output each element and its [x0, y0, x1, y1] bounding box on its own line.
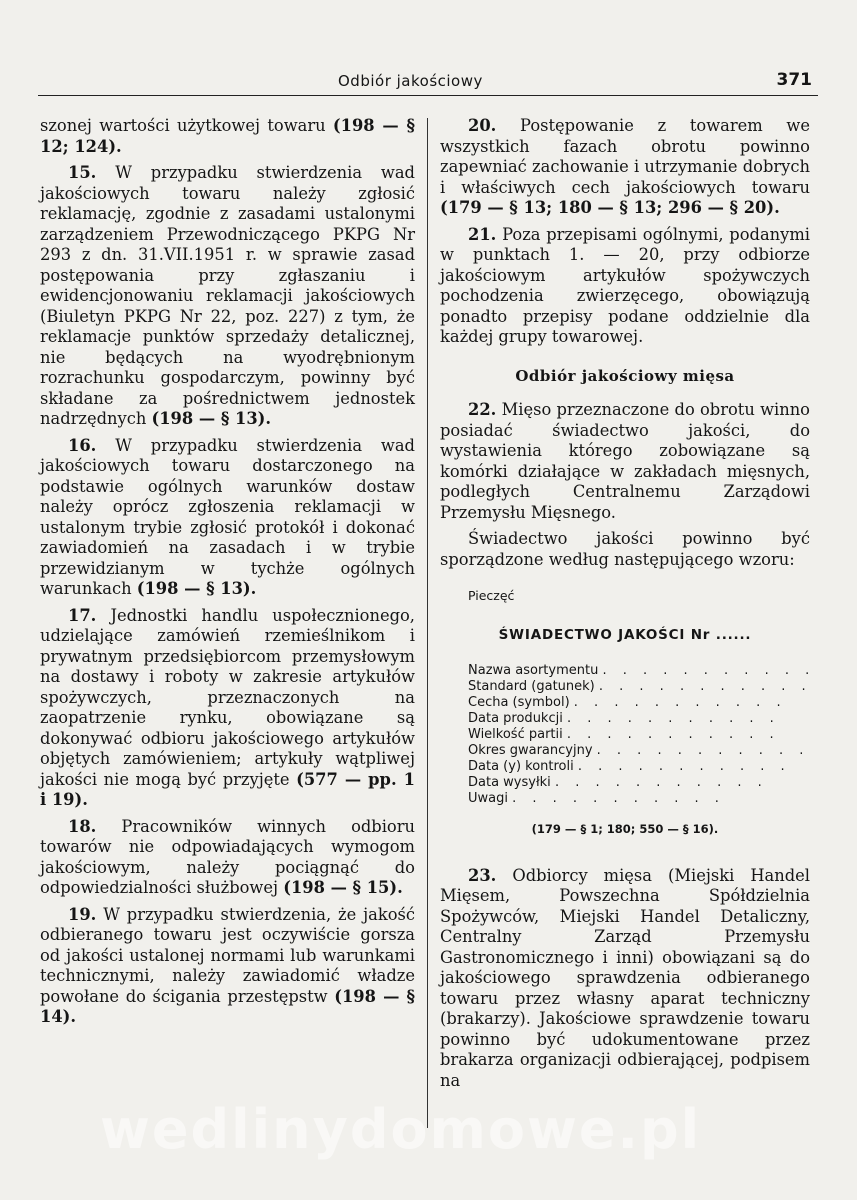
paragraph-continuation: szonej wartości użytkowej towaru (198 — § 12; 124). [40, 116, 415, 156]
certificate-fields [468, 663, 816, 807]
certificate-field: Wielkość partii . . . . . . . . . . . [468, 727, 780, 742]
certificate-field: Cecha (symbol) . . . . . . . . . . . [468, 695, 787, 710]
paragraph-number: 23. [468, 865, 497, 885]
certificate-field: Standard (gatunek) . . . . . . . . . . . [468, 679, 812, 694]
paragraph-number: 18. [68, 816, 97, 836]
paragraph-number: 22. [468, 400, 497, 419]
reference: (198 — § 15). [283, 878, 403, 897]
reference: (179 — § 13; 180 — § 13; 296 — § 20). [440, 198, 780, 217]
certificate-field: Uwagi . . . . . . . . . . . [468, 791, 725, 806]
section-title: Odbiór jakościowy mięsa [515, 366, 735, 385]
paragraph-21: 21. Poza przepisami ogólnymi, podanymi w punktach 1. — 20, przy odbiorze jakościowym artykułów spożywczych pochodzenia zwierzęcego, obowiązują ponadto przepisy podane oddzielnie dla każdej grupy towarowej. [440, 224, 810, 346]
right-column [440, 116, 816, 1097]
page-header [38, 68, 818, 96]
paragraph-16: 16. W przypadku stwierdzenia wad jakościowych towaru dostarczonego na podstawie ogólnych warunków dostaw należy oprócz zgłoszenia reklamacji w ustalonym trybie zgłosić protokół i dokonać zawiadomień na zasadach i w trybie przewidzianym w tychże ogólnych warunkach (198 — § 13). [40, 435, 415, 598]
paragraph-22-continued: Świadectwo jakości powinno być sporządzone według następującego wzoru: [440, 529, 810, 569]
paragraph-number: 20. [468, 116, 497, 135]
column-divider [427, 118, 428, 1128]
paragraph-20: 20. Postępowanie z towarem we wszystkich fazach obrotu powinno zapewniać zachowanie i utrzymanie dobrych i właściwych cech jakościowych towaru (179 — § 13; 180 — § 13; 296 — § 20). [440, 116, 810, 217]
reference: (198 — § 13). [136, 579, 257, 598]
left-column [40, 116, 415, 1034]
running-title: Odbiór jakościowy [338, 72, 483, 90]
watermark: wedlinydomowe.pl [100, 1098, 702, 1161]
header-rule [38, 95, 818, 96]
reference: (198 — § 13). [151, 409, 272, 428]
certificate-reference: (179 — § 1; 180; 550 — § 16). [531, 822, 719, 836]
paragraph-number: 17. [68, 605, 97, 625]
paragraph-number: 21. [468, 224, 497, 244]
paragraph-15: 15. W przypadku stwierdzenia wad jakościowych towaru należy zgłosić reklamację, zgodnie z zasadami ustalonymi zarządzeniem Przewodniczącego PKPG Nr 293 z dn. 31.VII.1951 r. w sprawie zasad postępowania przy zgłaszaniu i ewidencjonowaniu reklamacji jakościowych (Biuletyn PKPG Nr 22, poz. 227) z tym, że reklamacje punktów sprzedaży detalicznej, nie będących na wyodrębnionym rozrachunku gospodarczym, powinny być składane za pośrednictwem jednostek nadrzędnych (198 — § 13). [40, 163, 415, 428]
certificate-title: ŚWIADECTWO JAKOŚCI Nr ...... [498, 626, 752, 643]
paragraph-23: 23. Odbiorcy mięsa (Miejski Handel Mięsem, Powszechna Spółdzielnia Spożywców, Miejski Handel Detaliczny, Centralny Zarząd Przemysłu Gastronomicznego i inni) obowiązani są do jakościowego sprawdzenia odbieranego towaru przez własny aparat techniczny (brakarzy). Jakościowe sprawdzenie towaru powinno być udokumentowane przez brakarza organizacji odbierającej, podpisem na [440, 865, 810, 1090]
stamp-label: Pieczęć [468, 588, 515, 603]
reference: (198 — § 14). [40, 986, 415, 1026]
paragraph-19: 19. W przypadku stwierdzenia, że jakość odbieranego towaru jest oczywiście gorsza od jakości ustalonej normami lub warunkami technicznymi, należy zawiadomić władze powołane do ścigania przestępstw (198 — § 14). [40, 904, 415, 1026]
paragraph-22: 22. Mięso przeznaczone do obrotu winno posiadać świadectwo jakości, do wystawienia którego zobowiązane są komórki działające w zakładach mięsnych, podległych Centralnemu Zarządowi Przemysłu Mięsnego. [440, 400, 810, 522]
certificate-field: Data produkcji . . . . . . . . . . . [468, 711, 780, 726]
page-number: 371 [776, 70, 812, 90]
reference: (577 — pp. 1 i 19). [40, 769, 415, 809]
paragraph-17: 17. Jednostki handlu uspołecznionego, udzielające zamówień rzemieślnikom i prywatnym przedsiębiorcom przemysłowym na dostawy i roboty w zakresie artykułów spożywczych, przeznaczonych na zaopatrzenie rynku, obowiązane są dokonywać odbioru jakościowego artykułów objętych zamówieniem; artykuły wątpliwej jakości nie mogą być przyjęte (577 — pp. 1 i 19). [40, 605, 415, 809]
paragraph-number: 19. [68, 904, 97, 924]
reference: (198 — § 12; 124). [40, 116, 415, 156]
certificate-field: Data wysyłki . . . . . . . . . . . [468, 775, 768, 790]
paragraph-18: 18. Pracowników winnych odbioru towarów nie odpowiadających wymogom jakościowym, należy pociągnąć do odpowiedzialności służbowej (198 — § 15). [40, 816, 415, 897]
paragraph-number: 15. [68, 163, 97, 182]
paragraph-number: 16. [68, 435, 97, 455]
certificate-field: Okres gwarancyjny . . . . . . . . . . . [468, 743, 810, 758]
certificate-field: Nazwa asortymentu . . . . . . . . . . . [468, 663, 816, 678]
certificate-field: Data (y) kontroli . . . . . . . . . . . [468, 759, 791, 774]
